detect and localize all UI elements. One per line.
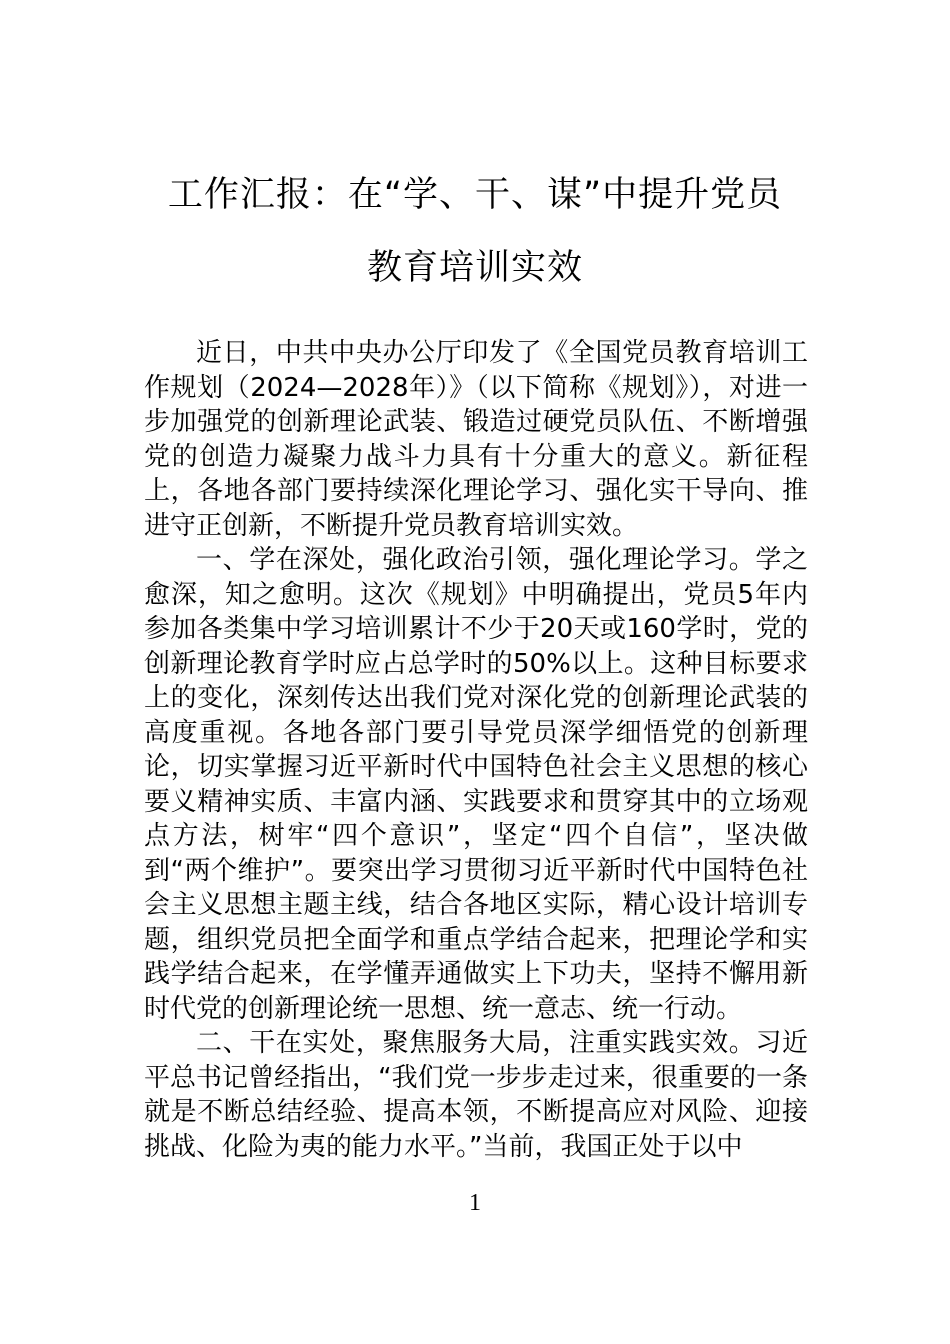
document-title-line-1: 工作汇报：在“学、干、谋”中提升党员: [167, 175, 783, 215]
paragraph-section-two: 二、干在实处，聚焦服务大局，注重实践实效。习近平总书记曾经指出，“我们党一步步走过来，很重要的一条就是不断总结经验、提高本领，不断提高应对风险、迎接挑战、化险为夷的能力水平。”当前，我国正处于以中: [144, 1028, 808, 1162]
document-body: [144, 336, 808, 1164]
paragraph-section-one: 一、学在深处，强化政治引领，强化理论学习。学之愈深，知之愈明。这次《规划》中明确提出，党员5年内参加各类集中学习培训累计不少于20天或160学时，党的创新理论教育学时应占总学时的50%以上。这种目标要求上的变化，深刻传达出我们党对深化党的创新理论武装的高度重视。各地各部门要引导党员深学细悟党的创新理论，切实掌握习近平新时代中国特色社会主义思想的核心要义精神实质、丰富内涵、实践要求和贯穿其中的立场观点方法，树牢“四个意识”，坚定“四个自信”，坚决做到“两个维护”。要突出学习贯彻习近平新时代中国特色社会主义思想主题主线，结合各地区实际，精心设计培训专题，组织党员把全面学和重点学结合起来，把理论学和实践学结合起来，在学懂弄通做实上下功夫，坚持不懈用新时代党的创新理论统一思想、统一意志、统一行动。: [144, 545, 808, 1024]
document-title-line-2: 教育培训实效: [366, 248, 583, 288]
paragraph-intro: 近日，中共中央办公厅印发了《全国党员教育培训工作规划（2024—2028年）》（以下简称《规划》），对进一步加强党的创新理论武装、锻造过硬党员队伍、不断增强党的创造力凝聚力战斗力具有十分重大的意义。新征程上，各地各部门要持续深化理论学习、强化实干导向、推进守正创新，不断提升党员教育培训实效。: [144, 338, 808, 541]
page-number: 1: [469, 1190, 481, 1216]
